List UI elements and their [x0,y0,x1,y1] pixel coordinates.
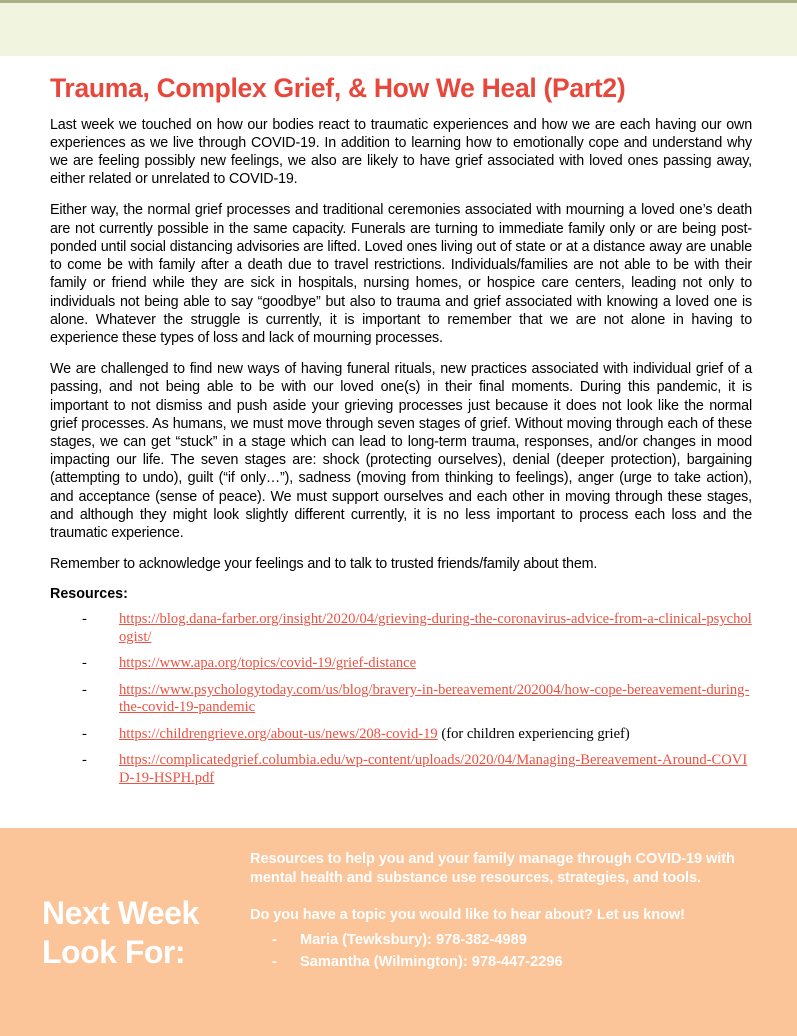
resource-link[interactable]: https://complicatedgrief.columbia.edu/wp-content/uploads/2020/04/Managing-Bereavement-Around-COVID-19-HSPH.pdf [119,752,748,786]
footer-paragraph-1: Resources to help you and your family manage through COVID-19 with mental health and substance use resources, strategies, and tools. [250,851,735,886]
footer-banner [0,828,797,1036]
bullet-dash: - [82,681,87,698]
footer-contact-list [250,929,767,973]
resource-link[interactable]: https://childrengrieve.org/about-us/news/208-covid-19 [119,725,438,742]
paragraph-2: Either way, the normal grief processes and traditional ceremonies associated with mourning a loved one’s death are not currently possible in the same capacity. Funerals are turning to immediate family only or are being post-ponded until social distancing advisories are lifted. Loved ones living out of state or at a distance away are unable to come be with family after a death due to travel restrictions. Individuals/families are not able to be with their family or friend while they are sick in hospitals, nursing homes, or hospice care centers, leading not only to individuals not being able to say “goodbye” but also to trauma and grief associated with knowing a loved one is alone. Whatever the struggle is currently, it is important to remember that we are not alone in having to experience these types of loss and lack of mourning processes. [50,202,752,346]
list-item [82,655,752,673]
top-banner [0,3,797,56]
list-item [82,726,752,744]
bullet-dash: - [82,611,87,628]
list-item [272,951,767,973]
contact-entry: Samantha (Wilmington): 978-447-2296 [300,954,563,970]
footer-heading-block [42,850,242,1036]
bullet-dash: - [82,752,87,769]
resource-link[interactable]: https://blog.dana-farber.org/insight/2020/04/grieving-during-the-coronavirus-advice-from-a-clinical-psychologist/ [119,611,752,645]
bullet-dash: - [272,932,277,948]
footer-paragraph-2: Do you have a topic you would like to hear about? Let us know! [250,907,685,923]
paragraph-3: We are challenged to find new ways of having funeral rituals, new practices associated with individual grief of a passing, and not being able to be with our loved one(s) in their final moments. During this pandemic, it is important to not dismiss and push aside your grieving processes just because it does not look like the normal grief processes. As humans, we must move through seven stages of grief. Without moving through each of these stages, we can get “stuck” in a stage which can lead to long-term trauma, responses, and/or changes in mood impacting our life. The seven stages are: shock (protecting ourselves), denial (deeper protection), bargaining (attempting to undo), guilt (“if only…”), sadness (moving from thinking to feelings), anger (urge to take action), and acceptance (sense of peace). We must support ourselves and each other in moving through these stages, and although they might look slightly different currently, it is no less important to process each loss and the traumatic experience. [50,361,752,541]
footer-heading-line2: Look For: [42,934,186,970]
list-item [82,611,752,646]
resource-link[interactable]: https://www.psychologytoday.com/us/blog/bravery-in-bereavement/202004/how-cope-bereavement-during-the-covid-19-pandemic [119,681,750,716]
paragraph-4: Remember to acknowledge your feelings and to talk to trusted friends/family about them. [50,556,598,573]
resources-list [50,611,752,787]
bullet-dash: - [82,655,87,672]
paragraph-1: Last week we touched on how our bodies react to traumatic experiences and how we are each having our own experiences as we live through COVID-19. In addition to learning how to emotionally cope and understand why we are feeling possibly new feelings, we also are likely to have grief associated with loved ones passing away, either related or unrelated to COVID-19. [50,116,752,188]
footer-text-block [242,850,767,1036]
bullet-dash: - [82,725,87,742]
list-item [272,929,767,951]
resources-heading: Resources: [50,586,128,603]
resource-note: (for children experiencing grief) [437,725,630,742]
bullet-dash: - [272,954,277,970]
contact-entry: Maria (Tewksbury): 978-382-4989 [300,932,527,948]
footer-heading-line1: Next Week [42,895,199,931]
list-item [82,752,752,787]
document-body [0,56,797,828]
resource-link[interactable]: https://www.apa.org/topics/covid-19/grief-distance [119,655,417,672]
list-item [82,682,752,717]
page-title: Trauma, Complex Grief, & How We Heal (Part2) [50,73,626,103]
